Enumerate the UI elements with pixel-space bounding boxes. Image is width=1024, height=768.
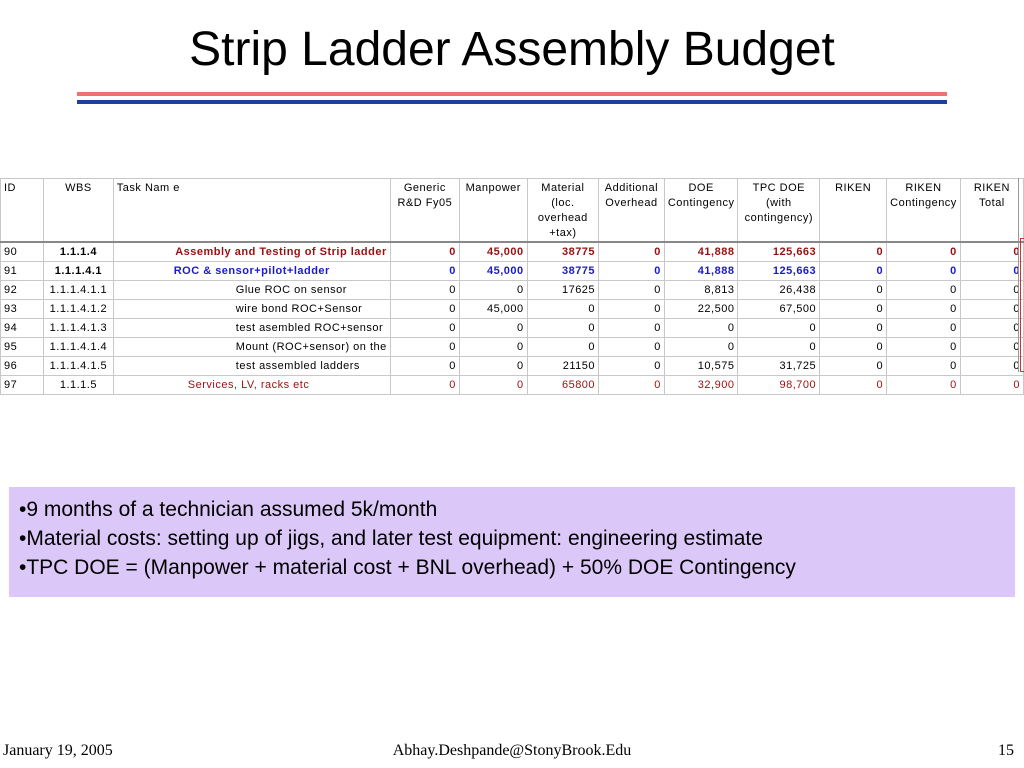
cell-wbs: 1.1.1.5 [44,376,114,395]
title-rule-blue [77,100,947,104]
title-rule-red [77,92,947,96]
slide-title: Strip Ladder Assembly Budget [189,23,835,76]
cell-riken-total: 0 [960,338,1023,357]
cell-material: 21150 [527,357,598,376]
cell-riken-total: 0 [960,281,1023,300]
note-line: •TPC DOE = (Manpower + material cost + BNL overhead) + 50% DOE Contingency [19,556,796,579]
cell-generic: 0 [390,338,459,357]
cell-tpc: 0 [738,338,820,357]
cell-riken-contingency: 0 [887,319,961,338]
cell-wbs: 1.1.1.4.1 [44,262,114,281]
footer-page-number: 15 [998,742,1014,759]
table-row [1,376,1024,395]
table-row [1,357,1024,376]
cell-material: 0 [527,319,598,338]
col-header-id: ID [1,179,44,243]
col-header-tpc: TPC DOE (with contingency) [738,179,820,243]
cell-wbs: 1.1.1.4.1.1 [44,281,114,300]
cell-riken: 0 [820,242,887,262]
cell-id: 94 [1,319,44,338]
cell-wbs: 1.1.1.4.1.2 [44,300,114,319]
cell-riken: 0 [820,376,887,395]
cell-additional: 0 [599,242,665,262]
cell-riken-contingency: 0 [887,357,961,376]
cell-tpc: 125,663 [738,242,820,262]
col-header-task: Task Nam e [113,179,390,243]
cell-task: ROC & sensor+pilot+ladder [113,262,390,281]
cell-material: 0 [527,300,598,319]
col-header-riken-total: RIKEN Total [960,179,1023,243]
cell-doe: 22,500 [664,300,738,319]
cell-manpower: 0 [459,357,527,376]
cell-material: 65800 [527,376,598,395]
cell-generic: 0 [390,376,459,395]
cell-manpower: 0 [459,338,527,357]
cell-task: Assembly and Testing of Strip ladder [113,242,390,262]
cell-riken: 0 [820,357,887,376]
cell-id: 97 [1,376,44,395]
cell-additional: 0 [599,300,665,319]
cell-generic: 0 [390,242,459,262]
cell-generic: 0 [390,319,459,338]
footer-date: January 19, 2005 [3,742,113,759]
cell-tpc: 26,438 [738,281,820,300]
cell-riken-total: 0 [960,242,1023,262]
cell-riken-contingency: 0 [887,338,961,357]
cell-id: 93 [1,300,44,319]
cell-additional: 0 [599,357,665,376]
col-header-manpower: Manpower [459,179,527,243]
cell-additional: 0 [599,376,665,395]
col-header-wbs: WBS [44,179,114,243]
cell-manpower: 0 [459,281,527,300]
table-row [1,281,1024,300]
cell-manpower: 45,000 [459,300,527,319]
cell-task: test asembled ROC+sensor [113,319,390,338]
table-row [1,300,1024,319]
cell-wbs: 1.1.1.4.1.5 [44,357,114,376]
budget-spreadsheet [0,178,1024,395]
cell-riken-total: 0 [960,300,1023,319]
cell-manpower: 45,000 [459,262,527,281]
cell-additional: 0 [599,262,665,281]
col-header-material: Material (loc. overhead +tax) [527,179,598,243]
cell-riken-total: 0 [960,376,1023,395]
cell-riken: 0 [820,281,887,300]
note-line: •Material costs: setting up of jigs, and later test equipment: engineering estimate [19,527,763,550]
cell-task: test assembled ladders [113,357,390,376]
footer-email: Abhay.Deshpande@StonyBrook.Edu [392,742,632,759]
col-header-riken: RIKEN [820,179,887,243]
cell-additional: 0 [599,319,665,338]
cell-riken-contingency: 0 [887,300,961,319]
cell-id: 95 [1,338,44,357]
cell-wbs: 1.1.1.4.1.4 [44,338,114,357]
cell-riken-total: 0 [960,357,1023,376]
cell-additional: 0 [599,281,665,300]
cell-task: Mount (ROC+sensor) on the [113,338,390,357]
cell-tpc: 98,700 [738,376,820,395]
cell-id: 91 [1,262,44,281]
cell-tpc: 125,663 [738,262,820,281]
cell-doe: 0 [664,338,738,357]
cell-wbs: 1.1.1.4.1.3 [44,319,114,338]
col-header-generic: Generic R&D Fy05 [390,179,459,243]
cell-generic: 0 [390,300,459,319]
cell-task: Services, LV, racks etc [113,376,390,395]
cell-tpc: 31,725 [738,357,820,376]
cell-material: 0 [527,338,598,357]
notes-box [9,487,1015,597]
cell-riken-contingency: 0 [887,376,961,395]
cell-wbs: 1.1.1.4 [44,242,114,262]
cell-additional: 0 [599,338,665,357]
cell-doe: 41,888 [664,262,738,281]
cell-generic: 0 [390,262,459,281]
cell-material: 38775 [527,242,598,262]
cell-generic: 0 [390,357,459,376]
cell-material: 38775 [527,262,598,281]
cell-riken: 0 [820,262,887,281]
selection-bracket [1020,238,1024,372]
cell-riken-contingency: 0 [887,242,961,262]
table-header-row [1,179,1024,243]
cell-id: 96 [1,357,44,376]
col-header-doe: DOE Contingency [664,179,738,243]
cell-riken-total: 0 [960,319,1023,338]
table-row [1,319,1024,338]
cell-doe: 10,575 [664,357,738,376]
col-header-riken-contingency: RIKEN Contingency [887,179,961,243]
col-header-additional: Additional Overhead [599,179,665,243]
cell-riken-contingency: 0 [887,262,961,281]
table-row [1,242,1024,262]
cell-generic: 0 [390,281,459,300]
cell-id: 90 [1,242,44,262]
cell-riken: 0 [820,319,887,338]
cell-riken-contingency: 0 [887,281,961,300]
cell-task: wire bond ROC+Sensor [113,300,390,319]
cell-doe: 32,900 [664,376,738,395]
cell-tpc: 0 [738,319,820,338]
cell-riken: 0 [820,338,887,357]
cell-doe: 8,813 [664,281,738,300]
table-row [1,338,1024,357]
table-row [1,262,1024,281]
cell-task: Glue ROC on sensor [113,281,390,300]
cell-manpower: 0 [459,376,527,395]
cell-material: 17625 [527,281,598,300]
cell-manpower: 0 [459,319,527,338]
note-line: •9 months of a technician assumed 5k/month [19,498,438,521]
cell-id: 92 [1,281,44,300]
cell-doe: 0 [664,319,738,338]
budget-table [0,178,1024,395]
cell-doe: 41,888 [664,242,738,262]
cell-riken: 0 [820,300,887,319]
cell-tpc: 67,500 [738,300,820,319]
cell-riken-total: 0 [960,262,1023,281]
cell-manpower: 45,000 [459,242,527,262]
